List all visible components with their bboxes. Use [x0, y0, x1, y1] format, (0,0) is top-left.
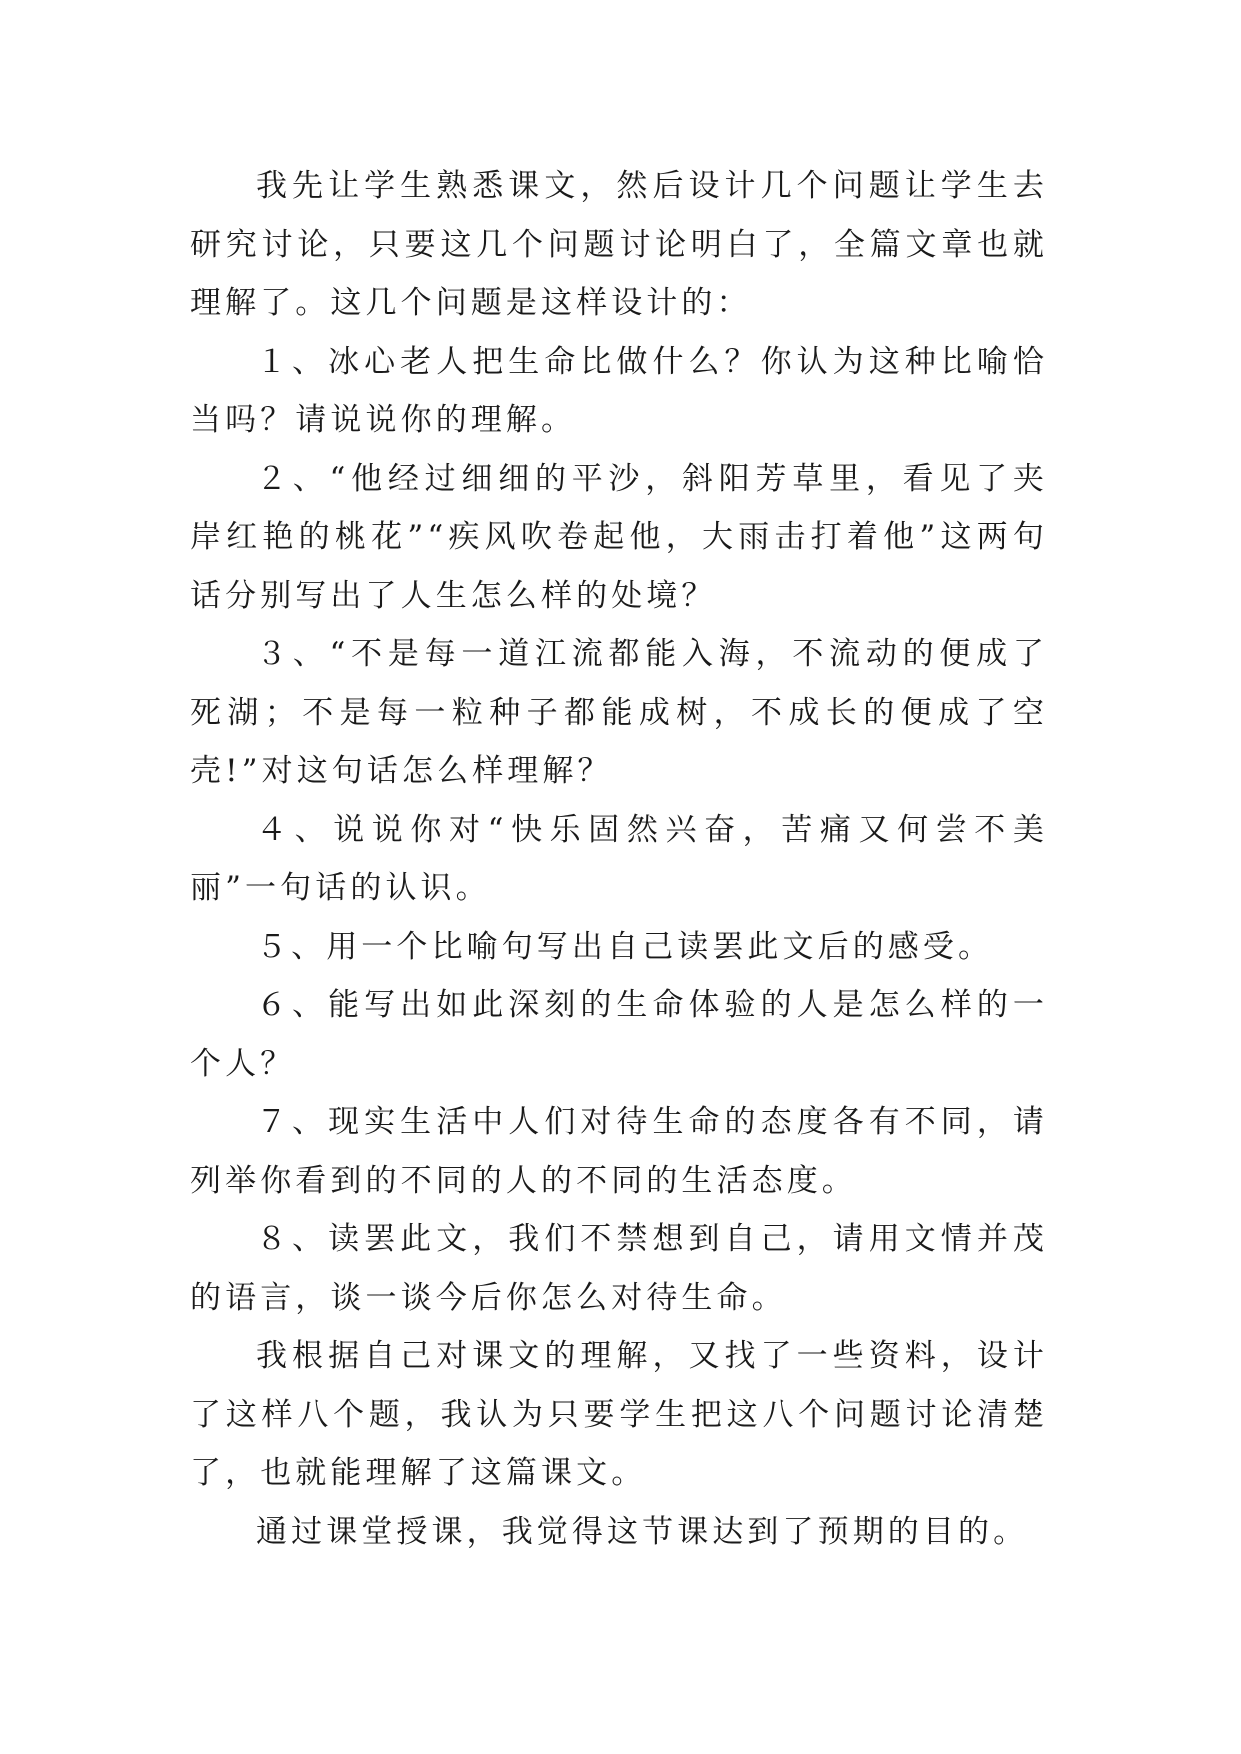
question-1: １、冰心老人把生命比做什么？你认为这种比喻恰当吗？请说说你的理解。	[190, 343, 1048, 438]
intro-paragraph: 我先让学生熟悉课文，然后设计几个问题让学生去研究讨论，只要这几个问题讨论明白了，全篇文章也就理解了。这几个问题是这样设计的：	[190, 168, 1048, 321]
question-8: ８、读罢此文，我们不禁想到自己，请用文情并茂的语言，谈一谈今后你怎么对待生命。	[190, 1221, 1048, 1316]
conclusion-paragraph: 通过课堂授课，我觉得这节课达到了预期的目的。	[256, 1513, 1029, 1550]
question-5: ５、用一个比喻句写出自己读罢此文后的感受。	[256, 928, 994, 965]
document-body	[190, 157, 1048, 1561]
summary-paragraph: 我根据自己对课文的理解，又找了一些资料，设计了这样八个题，我认为只要学生把这八个问题讨论清楚了，也就能理解了这篇课文。	[190, 1338, 1048, 1491]
question-3: ３、“不是每一道江流都能入海，不流动的便成了死湖；不是每一粒种子都能成树，不成长的便成了空壳!”对这句话怎么样理解？	[190, 636, 1048, 789]
question-2: ２、“他经过细细的平沙，斜阳芳草里，看见了夹岸红艳的桃花”“疾风吹卷起他，大雨击打着他”这两句话分别写出了人生怎么样的处境？	[190, 460, 1048, 614]
question-7: ７、现实生活中人们对待生命的态度各有不同，请列举你看到的不同的人的不同的生活态度。	[190, 1104, 1048, 1199]
question-6: ６、能写出如此深刻的生命体验的人是怎么样的一个人？	[190, 987, 1048, 1082]
question-4: ４、说说你对“快乐固然兴奋，苦痛又何尝不美丽”一句话的认识。	[190, 811, 1048, 906]
